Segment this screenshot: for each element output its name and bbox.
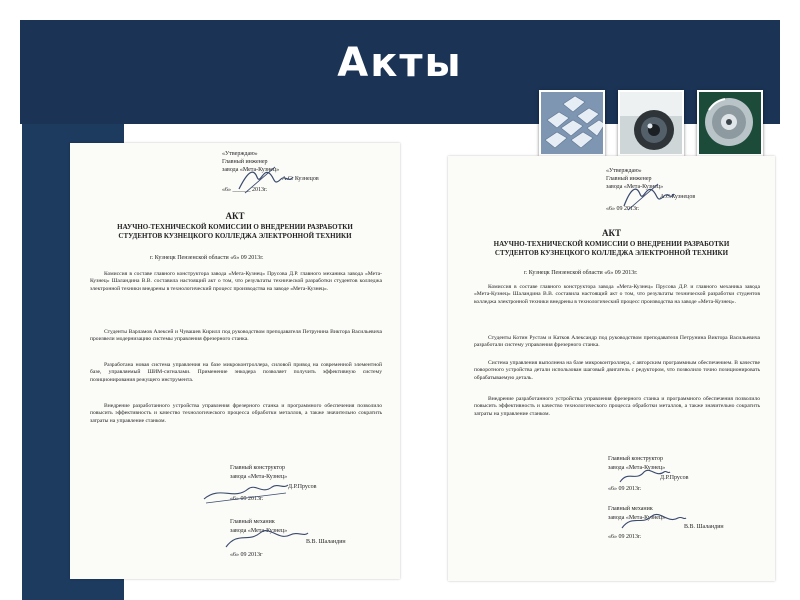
approve-line: «Утверждаю» xyxy=(222,151,258,157)
optical-disc-drive-photo xyxy=(697,90,763,156)
paragraph-4: Внедрение разработанного устройства управления фрезерного станка и программного обеспечения позволило повысить эффективность и качество технологического процесса обработки металлов, а также значительно сократить затраты на управление станком. xyxy=(90,403,382,424)
place-date: г. Кузнецк Пензенской области «6» 09 2013г. xyxy=(524,270,638,276)
paragraph-1: Комиссия в составе главного конструктора завода «Мета-Кузнец» Прусова Д.Р. и главного механика завода «Мета-Кузнец» Шаландина В.В. составила настоящий акт о том, что результаты технической разработки студентов колледжа электронной техники внедрены в технологический процесс производства на заводе «Мета-Кузнец». xyxy=(474,284,760,305)
signer-org: завода «Мета-Кузнец» xyxy=(608,515,666,521)
signature-image xyxy=(616,464,672,486)
signature-image xyxy=(220,523,310,553)
approve-line: завода «Мета-Кузнец» xyxy=(606,184,664,190)
act-title: АКТ xyxy=(225,211,245,221)
signer-org: завода «Мета-Кузнец» xyxy=(230,474,288,480)
signer-date: «6» 09 2013г xyxy=(230,552,263,558)
act-heading-line: СТУДЕНТОВ КУЗНЕЦКОГО КОЛЛЕДЖА ЭЛЕКТРОННОЙ ТЕХНИКИ xyxy=(118,232,352,240)
camera-lens-photo xyxy=(618,90,684,156)
signer-org: завода «Мета-Кузнец» xyxy=(230,528,288,534)
place-date: г. Кузнецк Пензенской области «6» 09 2013г. xyxy=(150,255,264,261)
approve-date: «6» 09 2013г. xyxy=(606,206,640,212)
signature-image xyxy=(200,479,290,505)
approve-name: А.С.Кузнецов xyxy=(660,194,696,200)
signature-image xyxy=(620,180,676,212)
paragraph-2: Студенты Котин Рустам и Катков Александр под руководством преподавателя Петрунина Виктора Васильевича разработали систему управления фрезерного станка. xyxy=(474,335,760,349)
signer-date: «6» 09 2013г. xyxy=(608,534,642,540)
signer-org: завода «Мета-Кузнец» xyxy=(608,465,666,471)
act-document-1 xyxy=(70,143,400,579)
signer-title: Главный конструктор xyxy=(230,465,285,471)
slide-title: Акты xyxy=(337,40,463,86)
signer-title: Главный механик xyxy=(230,519,275,525)
signer-date: «6» 09 2013г. xyxy=(608,486,642,492)
act-title: АКТ xyxy=(601,228,622,238)
signer-date: «6» 09 2013г. xyxy=(230,496,264,502)
paragraph-2: Студенты Варламов Алексей и Чувашев Кирилл под руководством преподавателя Петрунина Виктора Васильевича произвели модернизацию системы управления фрезерного станка. xyxy=(90,329,382,343)
signature-image xyxy=(235,163,295,195)
top-strip xyxy=(0,0,800,20)
approve-line: «Утверждаю» xyxy=(606,168,642,174)
approve-date: «6» ______ 2013г. xyxy=(222,187,268,193)
signer-name: Д.Р.Прусов xyxy=(288,484,317,490)
paragraph-4: Внедрение разработанного устройства управления фрезерного станка и программного обеспечения позволило повысить эффективность и качество технологического процесса обработки металлов, а также значительно сократить затраты на управление станком. xyxy=(474,396,760,417)
act-heading-line: НАУЧНО-ТЕХНИЧЕСКОЙ КОМИССИИ О ВНЕДРЕНИИ РАЗРАБОТКИ xyxy=(493,240,730,248)
signer-name: Д.Р.Прусов xyxy=(660,475,689,481)
paragraph-3: Разработана новая система управления на базе микроконтроллера, силовой привод на современной элементной базе, управляемый ШИМ-сигналами. Применение энкодера позволяет получить эффективную систему позиционирования режущего инструмента. xyxy=(90,362,382,383)
act-document-2 xyxy=(448,156,775,581)
keyboard-photo xyxy=(539,90,605,156)
approve-line: завода «Мета-Кузнец» xyxy=(222,167,280,173)
approve-line: Главный инженер xyxy=(222,159,268,165)
approve-line: Главный инженер xyxy=(606,176,652,182)
signer-title: Главный конструктор xyxy=(608,456,663,462)
signer-name: В.В. Шаландин xyxy=(306,539,346,545)
signer-name: В.В. Шаландин xyxy=(684,524,724,530)
signature-image xyxy=(618,508,688,534)
paragraph-3: Система управления выполнена на базе микроконтроллера, с авторским программным обеспечением. В качестве поворотного устройства детали использован шаговый двигатель с редуктором, что позволило точно позиционировать обрабатываемую деталь. xyxy=(474,360,760,381)
approve-name: А.С. Кузнецов xyxy=(282,176,319,182)
paragraph-1: Комиссия в составе главного конструктора завода «Мета-Кузнец» Прусова Д.Р. главного механика завода «Мета-Кузнец» Шаландина В.В. составила настоящий акт о том, что результаты технической разработки студентов колледжа электронной техники внедрены в технологический процесс производства на заводе «Мета-Кузнец». xyxy=(90,271,382,292)
act-heading-line: СТУДЕНТОВ КУЗНЕЦКОГО КОЛЛЕДЖА ЭЛЕКТРОННОЙ ТЕХНИКИ xyxy=(494,249,729,257)
signer-title: Главный механик xyxy=(608,506,653,512)
act-heading-line: НАУЧНО-ТЕХНИЧЕСКОЙ КОМИССИИ О ВНЕДРЕНИИ РАЗРАБОТКИ xyxy=(117,223,353,231)
